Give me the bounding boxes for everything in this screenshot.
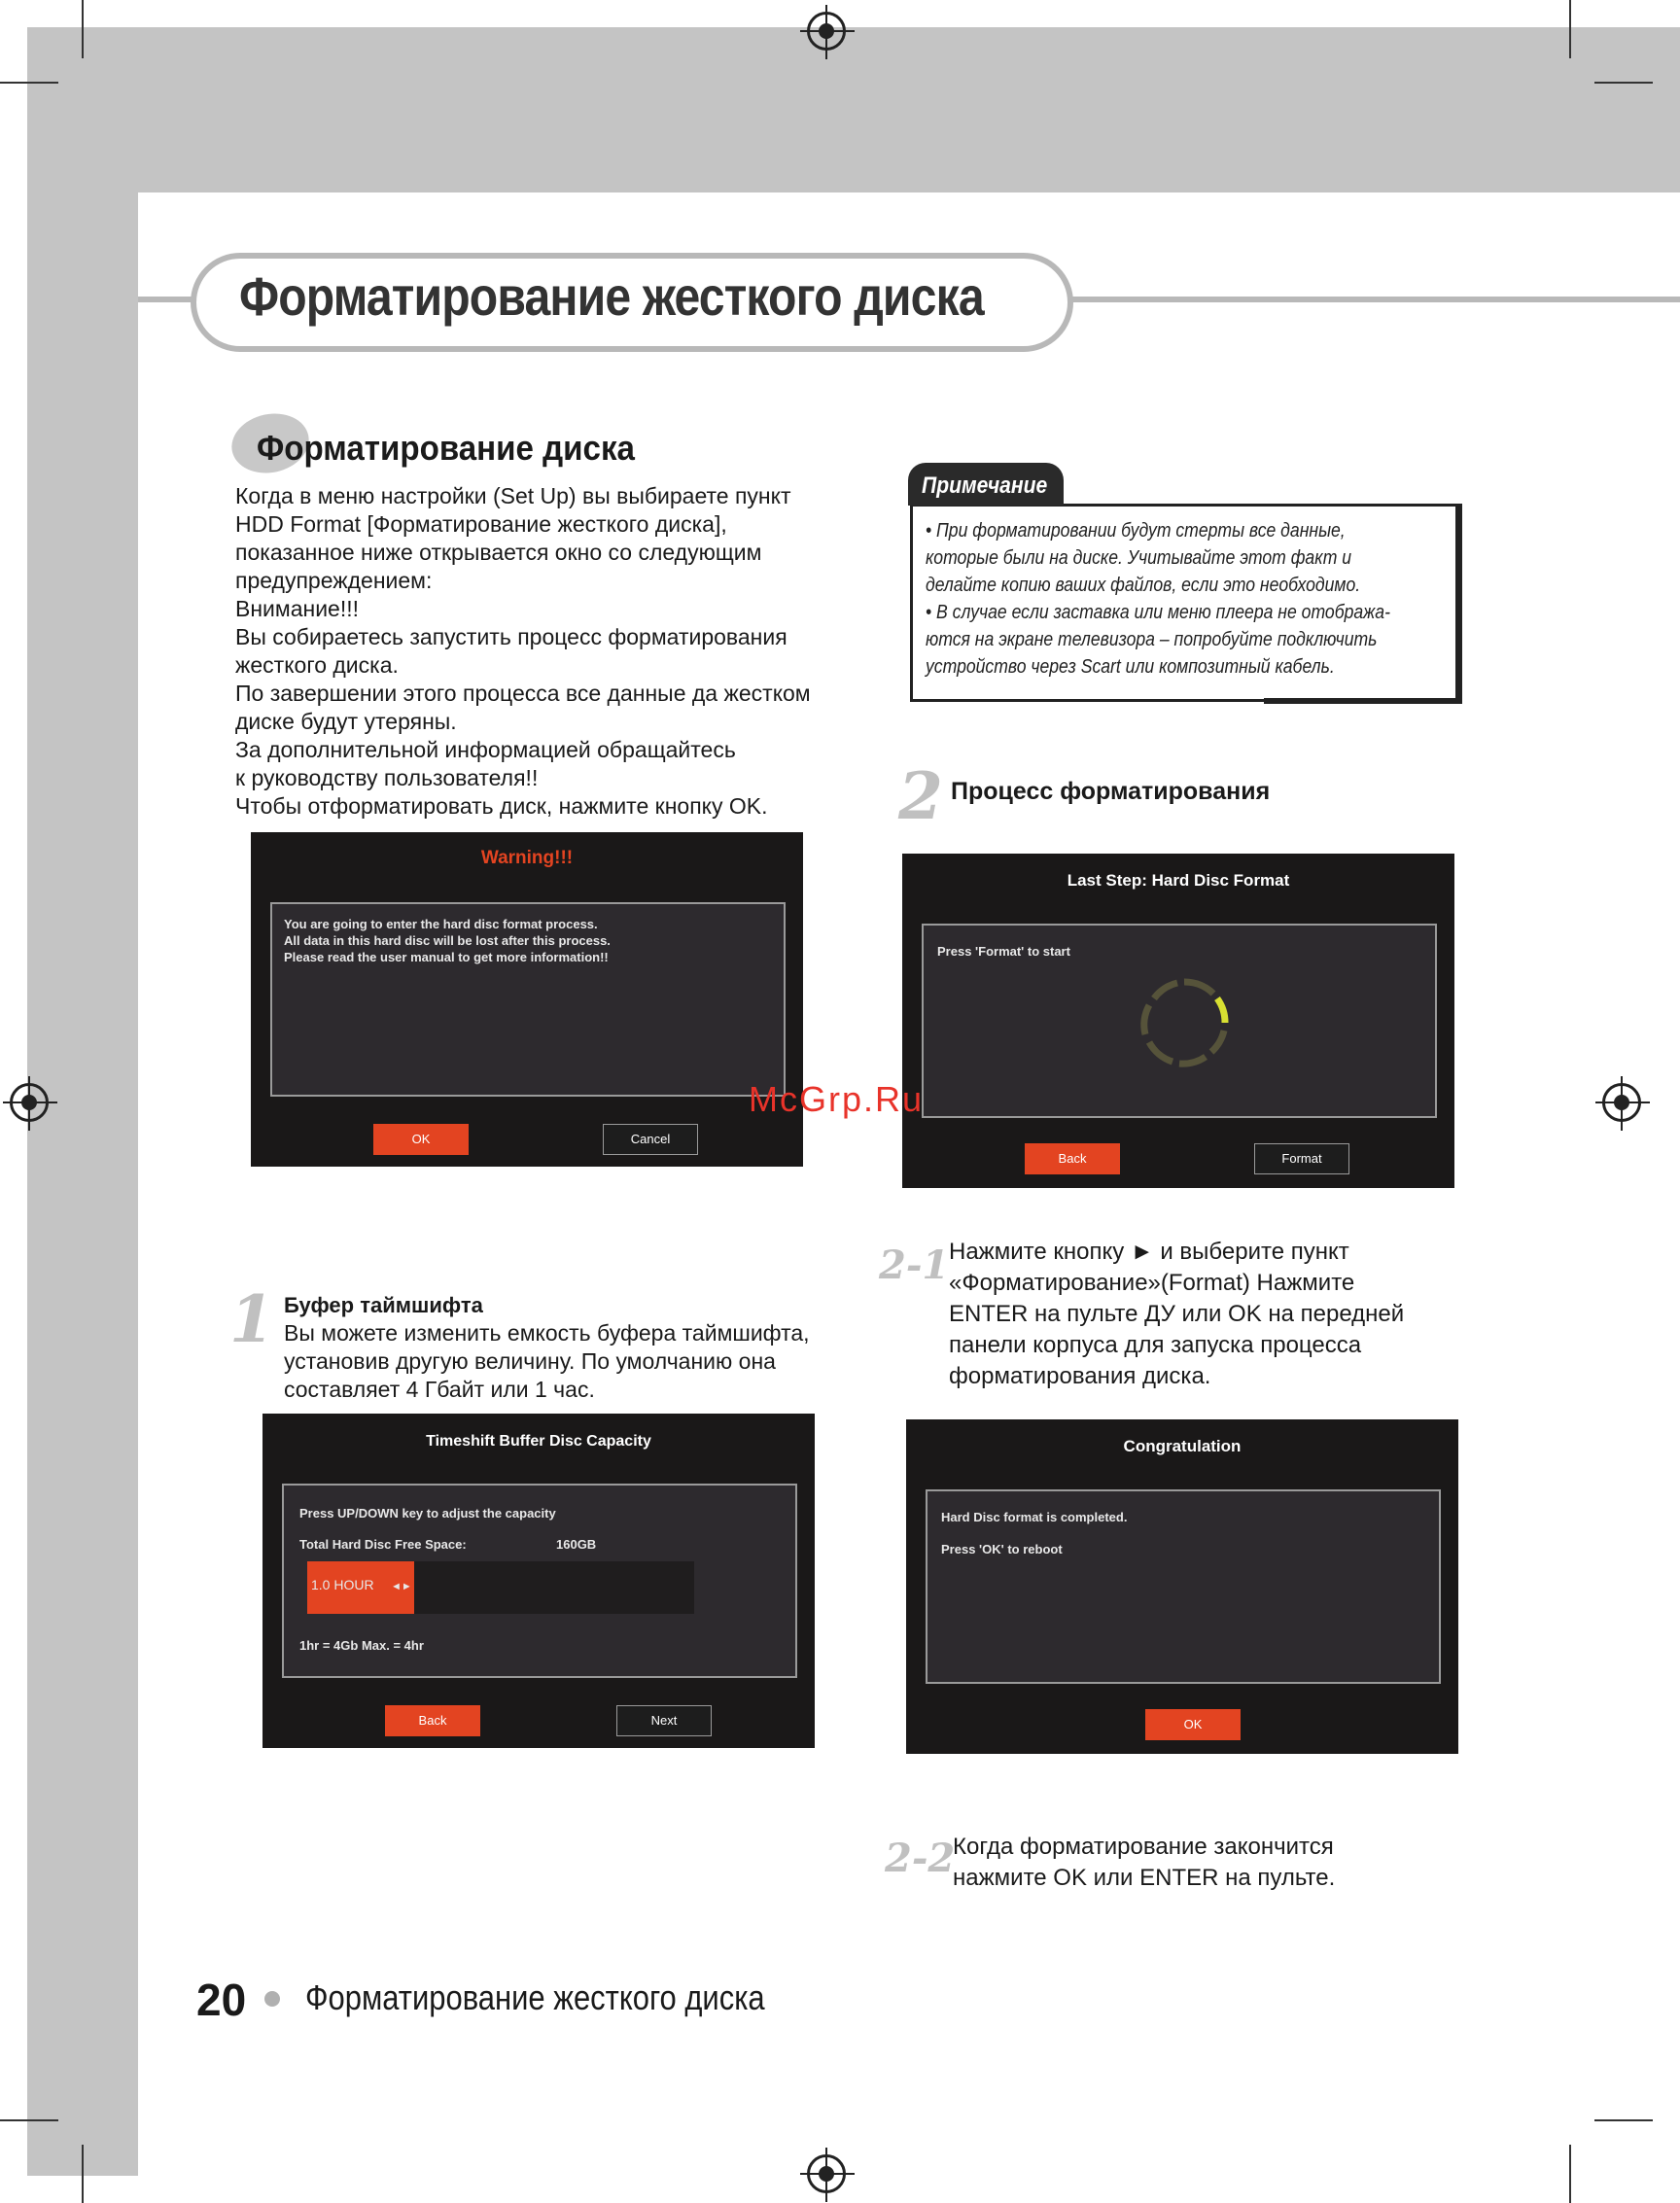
crop-mark	[82, 0, 84, 58]
crop-mark	[1594, 82, 1653, 84]
intro-line: Внимание!!!	[235, 596, 360, 621]
cancel-button[interactable]: Cancel	[603, 1124, 698, 1155]
loading-spinner-icon	[1136, 974, 1233, 1071]
capacity-value: 1.0 HOUR	[311, 1577, 374, 1592]
step-text	[953, 1832, 1335, 1894]
intro-line: предупреждением:	[235, 568, 433, 593]
title-rule	[138, 297, 196, 302]
capacity-selected[interactable]	[307, 1561, 414, 1614]
warning-title: Warning!!!	[480, 848, 574, 868]
step-line: установив другую величину. По умолчанию она	[284, 1348, 776, 1374]
intro-line: Вы собираетесь запустить процесс форматирования	[235, 624, 788, 649]
timeshift-settings-box	[282, 1484, 797, 1678]
footer-title: Форматирование жесткого диска	[305, 1977, 765, 2017]
step-number: 2	[898, 758, 943, 834]
step-line: Когда форматирование закончится	[953, 1834, 1334, 1860]
warning-screen	[251, 832, 803, 1167]
step-heading: Процесс форматирования	[951, 778, 1271, 805]
crop-mark	[0, 82, 58, 84]
step-number: 2-1	[879, 1242, 950, 1288]
step-heading: Буфер таймшифта	[284, 1293, 483, 1317]
step-line: «Форматирование»(Format) Нажмите	[949, 1270, 1355, 1296]
note-line: • При форматировании будут стерты все данные,	[926, 520, 1346, 542]
step-number: 2-2	[885, 1836, 956, 1881]
intro-line: показанное ниже открывается окно со следующим	[235, 540, 762, 565]
step-line: Нажмите кнопку ► и выберите пункт	[949, 1239, 1349, 1265]
title-rule	[1069, 297, 1680, 302]
next-button[interactable]: Next	[616, 1705, 712, 1736]
capacity-slider-track[interactable]	[307, 1561, 694, 1614]
timeshift-screen-title: Timeshift Buffer Disc Capacity	[426, 1433, 651, 1450]
step-line: нажмите OK или ENTER на пульте.	[953, 1865, 1336, 1891]
intro-line: За дополнительной информацией обращайтесь	[235, 737, 736, 762]
warning-line: You are going to enter the hard disc format process.	[284, 917, 598, 931]
note-line: ются на экране телевизора – попробуйте подключить	[926, 629, 1378, 650]
step-line: форматирования диска.	[949, 1363, 1211, 1389]
format-screen-title: Last Step: Hard Disc Format	[1067, 871, 1290, 890]
timeshift-instruction: Press UP/DOWN key to adjust the capacity	[299, 1506, 556, 1521]
ok-button[interactable]: OK	[373, 1124, 469, 1155]
warning-line: Please read the user manual to get more information!!	[284, 950, 609, 964]
page-title: Форматирование жесткого диска	[239, 265, 984, 327]
note-text	[926, 517, 1451, 681]
crop-mark	[82, 2145, 84, 2203]
intro-line: диске будут утеряны.	[235, 709, 457, 734]
step-line: панели корпуса для запуска процесса	[949, 1332, 1362, 1358]
note-line: устройство через Scart или композитный кабель.	[926, 656, 1335, 678]
step-number: 1	[229, 1281, 274, 1357]
format-instruction: Press 'Format' to start	[937, 944, 1070, 959]
capacity-footnote: 1hr = 4Gb Max. = 4hr	[299, 1638, 424, 1653]
intro-line: HDD Format [Форматирование жесткого диска],	[235, 511, 727, 537]
reboot-instruction: Press 'OK' to reboot	[941, 1542, 1063, 1556]
note-shadow	[1456, 504, 1462, 704]
format-complete-text: Hard Disc format is completed.	[941, 1510, 1128, 1524]
registration-mark-icon	[10, 1083, 49, 1122]
page-frame-top	[27, 27, 1680, 192]
timeshift-screen	[262, 1414, 815, 1748]
intro-line: Чтобы отформатировать диск, нажмите кнопку OK.	[235, 793, 768, 819]
warning-line: All data in this hard disc will be lost after this process.	[284, 933, 611, 948]
step-line: Вы можете изменить емкость буфера таймшифта,	[284, 1320, 810, 1346]
crop-mark	[1594, 2119, 1653, 2121]
watermark: McGrp.Ru	[749, 1079, 925, 1119]
intro-line: По завершении этого процесса все данные да жестком	[235, 681, 811, 706]
note-shadow	[1264, 698, 1462, 704]
crop-mark	[1569, 0, 1571, 58]
note-title: Примечание	[922, 472, 1048, 499]
registration-mark-icon	[807, 2154, 846, 2193]
format-button[interactable]: Format	[1254, 1143, 1349, 1174]
congratulation-screen	[906, 1419, 1458, 1754]
note-line: делайте копию ваших файлов, если это необходимо.	[926, 575, 1361, 596]
left-right-arrows-icon[interactable]: ◄►	[391, 1581, 412, 1592]
warning-message-box	[270, 902, 786, 1097]
back-button[interactable]: Back	[385, 1705, 480, 1736]
intro-line: жесткого диска.	[235, 652, 399, 678]
section-title: Форматирование диска	[257, 428, 635, 468]
note-line: • В случае если заставка или меню плеера не отобража-	[926, 602, 1390, 623]
congratulation-title: Congratulation	[1123, 1437, 1242, 1455]
step-line: составляет 4 Гбайт или 1 час.	[284, 1377, 595, 1402]
step-line: ENTER на пульте ДУ или OK на передней	[949, 1301, 1405, 1327]
intro-text	[235, 482, 858, 821]
intro-line: к руководству пользователя!!	[235, 765, 539, 790]
crop-mark	[0, 2119, 58, 2121]
back-button[interactable]: Back	[1025, 1143, 1120, 1174]
format-message-box	[922, 924, 1437, 1118]
format-screen	[902, 854, 1454, 1188]
congratulation-message-box	[926, 1489, 1441, 1684]
step-text	[949, 1237, 1404, 1392]
page-number: 20	[196, 1975, 247, 2025]
intro-line: Когда в меню настройки (Set Up) вы выбираете пункт	[235, 483, 791, 508]
registration-mark-icon	[807, 12, 846, 51]
note-line: которые были на диске. Учитывайте этот факт и	[926, 547, 1352, 569]
footer-bullet	[264, 1991, 280, 2007]
registration-mark-icon	[1602, 1083, 1641, 1122]
free-space-value: 160GB	[556, 1537, 597, 1552]
free-space-label: Total Hard Disc Free Space:	[299, 1537, 467, 1552]
step-text	[284, 1319, 810, 1404]
crop-mark	[1569, 2145, 1571, 2203]
ok-button[interactable]: OK	[1145, 1709, 1241, 1740]
